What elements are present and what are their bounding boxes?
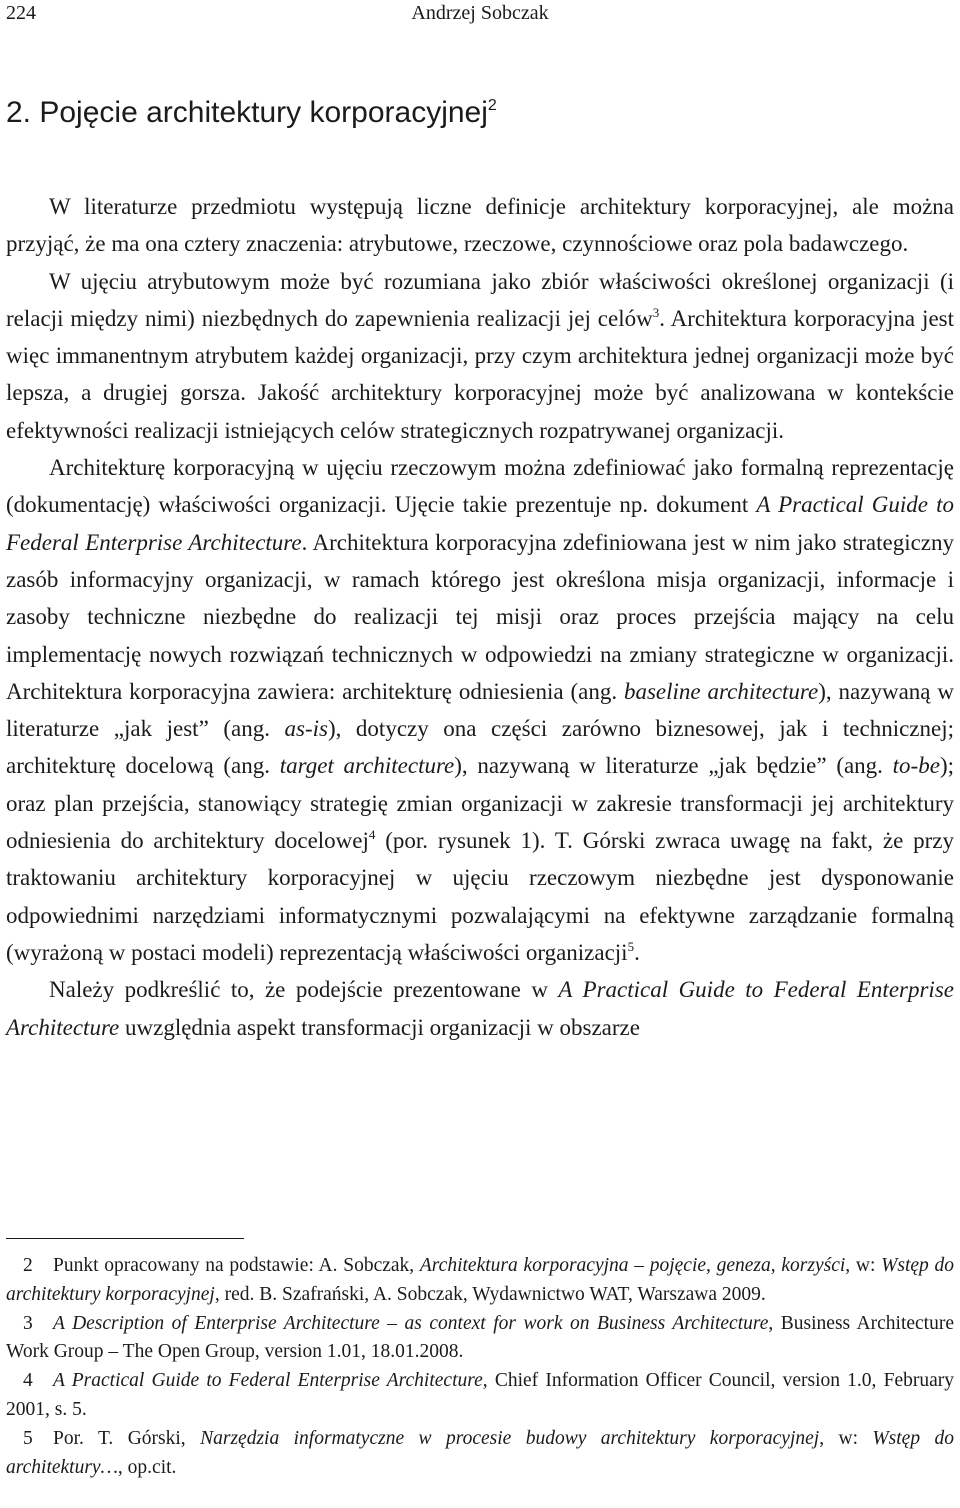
section-heading — [6, 96, 497, 130]
footnotes — [6, 1252, 954, 1482]
paragraph-4-text-a: Należy podkreślić to, że podejście prezentowane w — [49, 977, 559, 1003]
section-heading-text: 2. Pojęcie architektury korporacyjnej — [6, 96, 488, 129]
paragraph-2-text-a: W ujęciu atrybutowym może być rozumiana jako zbiór właściwości określonej organizacji (i relacji między nimi) niezbędnych do zapewnienia realizacji jej celów — [6, 268, 954, 331]
footnote-4 — [6, 1367, 954, 1425]
footnote-ref-2: 2 — [487, 97, 497, 114]
footnote-2 — [6, 1252, 954, 1310]
footnote-number: 2 — [23, 1255, 33, 1276]
term-baseline-architecture: baseline architecture — [623, 678, 819, 704]
footnote-5-text-c: , op.cit. — [117, 1456, 177, 1478]
body-text — [6, 188, 954, 1046]
paragraph-1: W literaturze przedmiotu występują liczne definicje architektury korporacyjnej, ale można przyjąć, że ma ona cztery znaczenia: atrybutowe, rzeczowe, czynnościowe oraz pola badawczego. — [6, 194, 954, 257]
footnote-number: 3 — [23, 1312, 33, 1334]
footnote-2-text-b: , w: — [845, 1255, 882, 1276]
paragraph-3-text-a: Architekturę korporacyjną w ujęciu rzeczowym można zdefiniować jako formalną reprezentację (dokumentację) właściwości organizacji. Ujęcie takie prezentuje np. dokument — [6, 455, 954, 518]
term-to-be: to-be — [892, 753, 940, 779]
paragraph-3-text-b: . Architektura korporacyjna zdefiniowana jest w nim jako strategiczny zasób informacyjny organizacji, w ramach którego jest określona misja organizacji, informacje i zasoby techniczne niezbędne do realizacji tej misji oraz proces przejścia mający na celu implementację nowych rozwiązań technicznych w odpowiedzi na zmiany strategiczne w organizacji. Architektura korporacyjna zawiera: architekturę odniesienia (ang. — [6, 529, 954, 704]
footnote-2-text-a: Punkt opracowany na podstawie: A. Sobczak, — [53, 1255, 420, 1276]
paragraph-2-text-b: . Architektura korporacyjna jest więc immanentnym atrybutem każdej organizacji, przy czym architektura jednej organizacji może być lepsza, a drugiej gorsza. Jakość architektury korporacyjnej może być analizowana w kontekście efektywności realizacji istniejących celów strategicznych rozpatrywanej organizacji. — [6, 305, 954, 443]
term-target-architecture: target architecture — [279, 753, 455, 779]
footnote-ref-5: 5 — [627, 938, 635, 954]
footnote-number: 5 — [23, 1427, 33, 1449]
footnote-4-text: , Chief Information Officer Council, version 1.0, February 2001, s. 5. — [6, 1370, 954, 1420]
paragraph-4 — [6, 971, 954, 1046]
footnote-3 — [6, 1310, 954, 1368]
footnote-3-italic: A Description of Enterprise Architecture – as context for work on Business Architecture — [53, 1312, 769, 1334]
paragraph-3 — [6, 449, 954, 971]
running-header-author: Andrzej Sobczak — [411, 2, 549, 24]
footnote-5-italic-2: Wstęp do architektury… — [6, 1427, 955, 1478]
term-as-is: as-is — [284, 716, 328, 742]
paragraph-3-text-c: ), nazywaną w literaturze „jak jest” (ang. — [6, 678, 954, 742]
footnote-2-italic-2: Wstęp do architektury korporacyjnej — [6, 1255, 955, 1305]
paragraph-3-text-g: (por. rysunek 1). T. Górski zwraca uwagę na fakt, że przy traktowaniu architektury korporacyjnej w ujęciu rzeczowym niezbędne jest dysponowanie odpowiednimi narzędziami informatycznymi pozwalającymi na efektywne zarządzanie formalną (wyrażoną w postaci modeli) reprezentacją właściwości organizacji — [6, 828, 954, 965]
footnote-4-italic: A Practical Guide to Federal Enterprise Architecture — [53, 1370, 483, 1392]
footnote-ref-4: 4 — [368, 827, 376, 843]
footnote-5-text-b: , w: — [819, 1427, 873, 1449]
paragraph-4-text-b: uwzględnia aspekt transformacji organizacji w obszarze — [119, 1014, 640, 1040]
paragraph-2 — [6, 263, 954, 449]
page-number: 224 — [6, 2, 36, 24]
footnote-2-text-c: , red. B. Szafrański, A. Sobczak, Wydawnictwo WAT, Warszawa 2009. — [214, 1283, 766, 1305]
footnote-2-italic-1: Architektura korporacyjna – pojęcie, geneza, korzyści — [419, 1255, 846, 1276]
title-italic-fea-2: A Practical Guide to Federal Enterprise Architecture — [6, 977, 954, 1040]
paragraph-3-text-d: ), dotyczy ona części zarówno biznesowej, jak i technicznej; architekturę docelową (ang. — [6, 716, 954, 779]
footnote-5-text-a: Por. T. Górski, — [53, 1427, 201, 1449]
title-italic-fea: A Practical Guide to Federal Enterprise Architecture — [6, 492, 954, 555]
paragraph-3-text-h: . — [634, 939, 640, 965]
paragraph-3-text-f: ); oraz plan przejścia, stanowiący strategię zmian organizacji w zakresie transformacji jej architektury odniesienia do architektury docelowej — [6, 753, 954, 854]
footnote-5 — [6, 1425, 954, 1483]
paragraph-3-text-e: ), nazywaną w literaturze „jak będzie” (ang. — [454, 753, 893, 779]
footnote-ref-3: 3 — [652, 304, 660, 320]
footnote-separator — [6, 1238, 244, 1239]
footnote-number: 4 — [23, 1370, 33, 1392]
footnote-5-italic-1: Narzędzia informatyczne w procesie budowy architektury korporacyjnej — [200, 1427, 820, 1449]
running-header — [0, 0, 960, 30]
footnote-3-text: , Business Architecture Work Group – The Open Group, version 1.01, 18.01.2008. — [6, 1312, 955, 1363]
